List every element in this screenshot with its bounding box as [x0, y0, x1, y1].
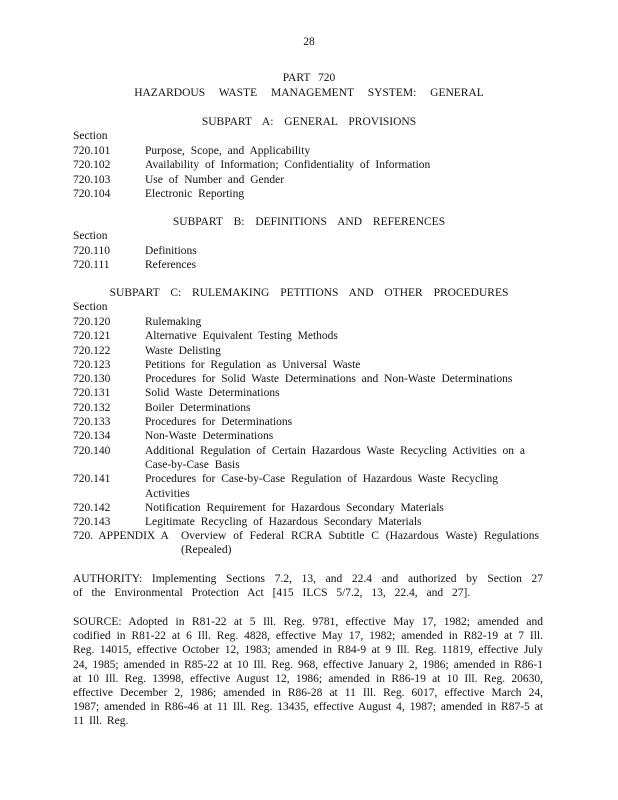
authority-paragraph: AUTHORITY: Implementing Sections 7.2, 13, and 22.4 and authorized by Section 27 of the Environmental Protection Act [415 ILCS 5/7.2, 13, 22.4, and 27]. — [73, 573, 543, 600]
appendix-entry — [73, 529, 543, 558]
page-number: 28 — [303, 36, 315, 48]
section-title: Alternative Equivalent Testing Methods — [145, 330, 338, 343]
section-number: 720.134 — [73, 430, 111, 443]
list-item — [73, 472, 543, 501]
section-title: Solid Waste Determinations — [145, 387, 280, 400]
list-item — [73, 444, 543, 473]
section-number: 720.123 — [73, 358, 111, 371]
section-title: Purpose, Scope, and Applicability — [145, 145, 311, 157]
section-number: 720.140 — [73, 444, 111, 457]
section-label-a: Section — [73, 130, 108, 142]
section-number: 720.141 — [73, 473, 111, 486]
section-number: 720.111 — [73, 259, 110, 272]
list-item — [73, 144, 543, 158]
list-item — [73, 358, 543, 372]
section-number: 720.104 — [73, 187, 111, 200]
list-item — [73, 386, 543, 400]
list-item — [73, 515, 543, 529]
appendix-number: 720. APPENDIX A — [73, 530, 169, 542]
section-title: Procedures for Determinations — [145, 416, 293, 429]
source-paragraph: SOURCE: Adopted in R81-22 at 5 Ill. Reg. 9781, effective May 17, 1982; amended and codified in R81-22 at 6 Ill. Reg. 4828, effective May 17, 1982; amended in R82-19 at 7 Ill. Reg. 14015, effective October 12, 1983; amended in R84-9 at 9 Ill. Reg. 11819, effective July 24, 1985; amended in R85-22 at 10 Ill. Reg. 968, effective January 2, 1986; amended in R86-1 at 10 Ill. Reg. 13998, effective August 12, 1986; amended in R86-19 at 10 Ill. Reg. 20630, effective December 2, 1986; amended in R86-28 at 11 Ill. Reg. 6017, effective March 24, 1987; amended in R86-46 at 11 Ill. Reg. 13435, effective August 4, 1987; amended in R87-5 at 11 Ill. Reg. — [73, 616, 543, 728]
list-item — [73, 173, 543, 187]
subpart-c-heading: SUBPART C: RULEMAKING PETITIONS AND OTHER PROCEDURES — [109, 287, 509, 299]
appendix-title: Overview of Federal RCRA Subtitle C (Hazardous Waste) Regulations (Repealed) — [181, 530, 539, 557]
list-item — [73, 187, 543, 201]
list-item — [73, 401, 543, 415]
section-title: Non-Waste Determinations — [145, 430, 274, 443]
section-number: 720.131 — [73, 387, 111, 400]
section-title: Boiler Determinations — [145, 401, 251, 414]
section-title: Rulemaking — [145, 316, 202, 328]
list-item — [73, 429, 543, 443]
subpart-b-heading: SUBPART B: DEFINITIONS AND REFERENCES — [172, 216, 446, 228]
section-number: 720.121 — [73, 330, 111, 343]
section-title: Legitimate Recycling of Hazardous Secondary Materials — [145, 516, 422, 529]
section-title: Procedures for Solid Waste Determinations and Non-Waste Determinations — [145, 373, 513, 386]
section-number: 720.103 — [73, 173, 111, 186]
section-title: References — [145, 259, 197, 272]
list-item — [73, 344, 543, 358]
list-item — [73, 244, 543, 258]
section-number: 720.143 — [73, 516, 111, 529]
subpart-a-heading: SUBPART A: GENERAL PROVISIONS — [201, 116, 417, 128]
list-item — [73, 501, 543, 515]
section-title: Definitions — [145, 245, 197, 257]
list-item — [73, 372, 543, 386]
section-number: 720.132 — [73, 401, 111, 414]
section-title: Notification Requirement for Hazardous Secondary Materials — [145, 501, 444, 514]
part-title: HAZARDOUS WASTE MANAGEMENT SYSTEM: GENERAL — [134, 87, 484, 99]
section-title: Availability of Information; Confidentiality of Information — [145, 159, 431, 172]
section-title: Electronic Reporting — [145, 187, 245, 200]
part-heading: PART 720 — [282, 72, 336, 84]
section-title: Waste Delisting — [145, 344, 221, 357]
section-title: Additional Regulation of Certain Hazardous Waste Recycling Activities on a Case-by-Case Basis — [145, 444, 526, 471]
section-number: 720.122 — [73, 344, 111, 357]
list-item — [73, 158, 543, 172]
list-item — [73, 329, 543, 343]
section-number: 720.130 — [73, 373, 111, 386]
subpart-b-list — [73, 244, 543, 273]
section-title: Procedures for Case-by-Case Regulation of Hazardous Waste Recycling Activities — [145, 473, 498, 500]
list-item — [73, 258, 543, 272]
list-item — [73, 315, 543, 329]
section-number: 720.101 — [73, 145, 111, 157]
section-number: 720.142 — [73, 501, 111, 514]
list-item — [73, 415, 543, 429]
section-number: 720.133 — [73, 416, 111, 429]
subpart-a-list — [73, 144, 543, 201]
section-number: 720.102 — [73, 159, 111, 172]
section-title: Petitions for Regulation as Universal Waste — [145, 358, 361, 371]
section-title: Use of Number and Gender — [145, 173, 285, 186]
section-number: 720.120 — [73, 316, 111, 328]
subpart-c-list — [73, 315, 543, 529]
section-label-b: Section — [73, 230, 108, 242]
section-number: 720.110 — [73, 245, 110, 257]
section-label-c: Section — [73, 301, 108, 313]
